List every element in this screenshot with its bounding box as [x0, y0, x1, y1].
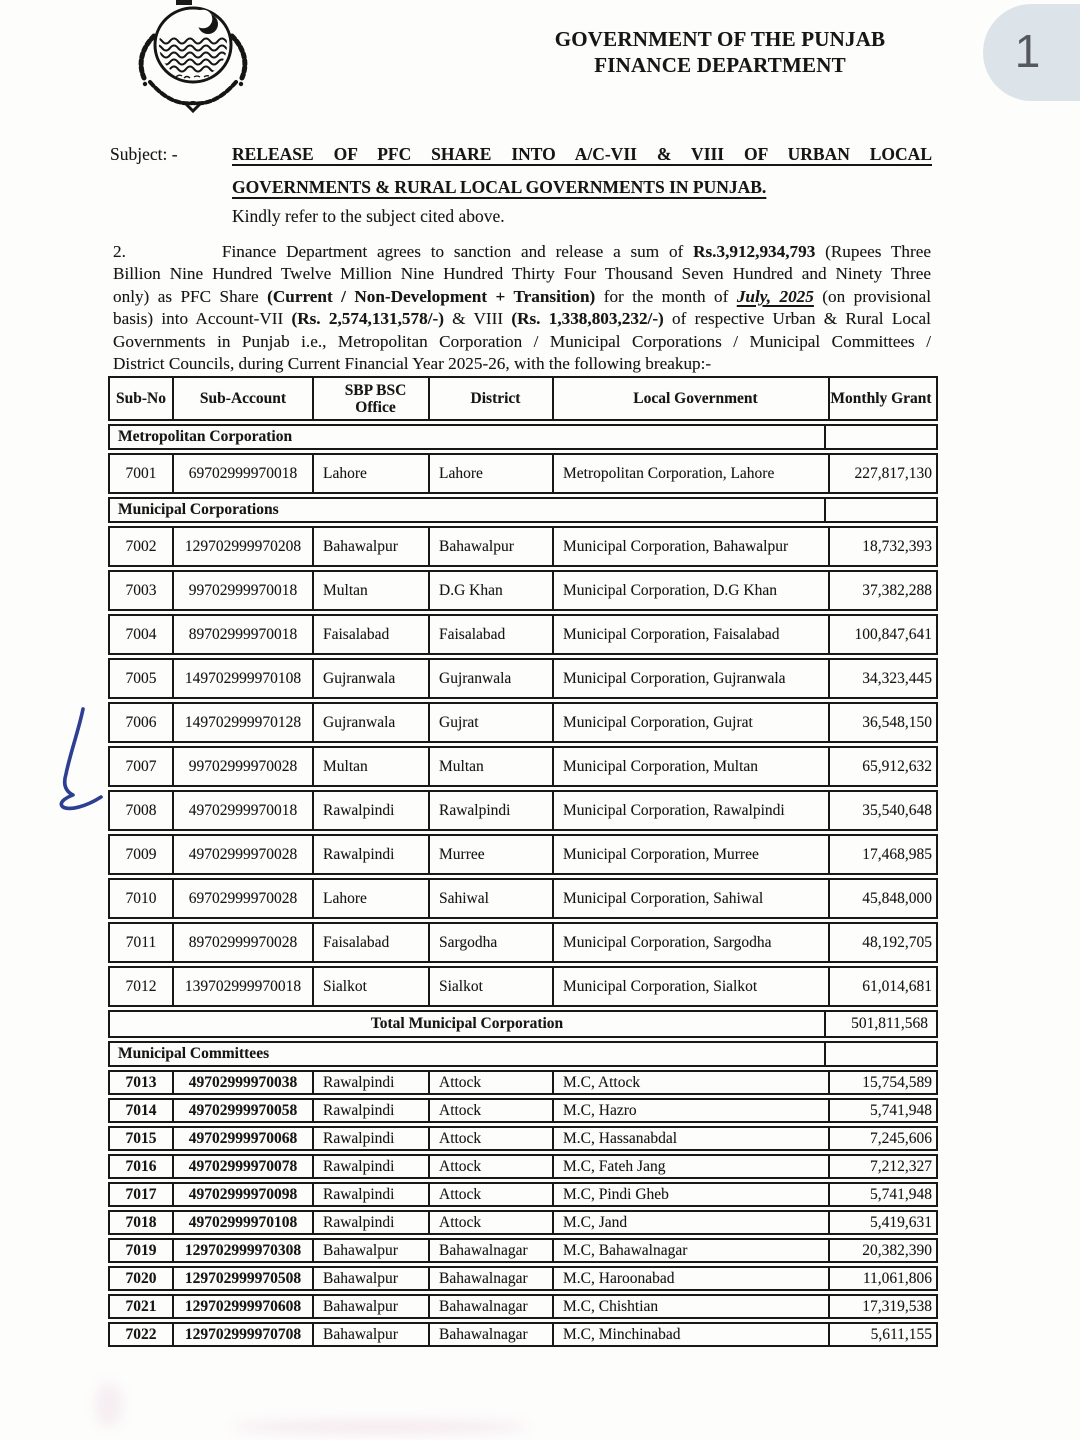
cell-localgov: Municipal Corporation, Sargodha: [554, 924, 830, 961]
cell-district: Attock: [430, 1156, 554, 1177]
cell-district: Bahawalnagar: [430, 1268, 554, 1289]
cell-office: Gujranwala: [314, 660, 430, 697]
table-row: [108, 1294, 938, 1319]
cell-subno: 7021: [110, 1296, 174, 1317]
cell-subaccount: 49702999970068: [174, 1128, 314, 1149]
cell-subaccount: 49702999970028: [174, 836, 314, 873]
cell-localgov: M.C, Fateh Jang: [554, 1156, 830, 1177]
cell-subno: 7014: [110, 1100, 174, 1121]
cell-district: Murree: [430, 836, 554, 873]
cell-grant: 5,741,948: [870, 1101, 932, 1119]
cell-office: Multan: [314, 572, 430, 609]
handwritten-mark: [50, 702, 112, 814]
cell-localgov: Municipal Corporation, Gujranwala: [554, 660, 830, 697]
cell-grant: 35,540,648: [862, 801, 932, 819]
cell-localgov: Municipal Corporation, Multan: [554, 748, 830, 785]
cell-localgov: M.C, Attock: [554, 1072, 830, 1093]
letterhead-title: GOVERNMENT OF THE PUNJAB: [554, 27, 886, 51]
text-run: Finance Department agrees to sanction and release a sum of: [221, 242, 694, 261]
cell-subno: 7020: [110, 1268, 174, 1289]
cell-office: Bahawalpur: [314, 1240, 430, 1261]
body-paragraph: [113, 241, 931, 375]
table-row: [108, 746, 938, 787]
table-row: [108, 922, 938, 963]
cell-grant: 5,419,631: [870, 1213, 932, 1231]
section-empty-cell: [826, 426, 936, 448]
cell-district: Sargodha: [430, 924, 554, 961]
text-run: July, 2025: [736, 286, 814, 306]
text-run: & VIII: [443, 309, 512, 329]
cell-grant: 227,817,130: [854, 464, 932, 482]
text-run: District Councils, during Current Financial Year 2025-26, with the following breakup:-: [113, 354, 712, 374]
cell-office: Rawalpindi: [314, 1184, 430, 1205]
cell-subno: 7002: [110, 528, 174, 565]
cell-subaccount: 129702999970208: [174, 528, 314, 565]
cell-office: Bahawalpur: [314, 1296, 430, 1317]
column-header-subno: Sub-No: [110, 378, 174, 419]
cell-subno: 7010: [110, 880, 174, 917]
cell-subaccount: 99702999970018: [174, 572, 314, 609]
cell-office: Faisalabad: [314, 616, 430, 653]
cell-office: Rawalpindi: [314, 836, 430, 873]
cell-grant: 20,382,390: [862, 1241, 932, 1259]
cell-office: Sialkot: [314, 968, 430, 1005]
cell-subaccount: 139702999970018: [174, 968, 314, 1005]
cell-grant: 34,323,445: [862, 669, 932, 687]
cell-localgov: Municipal Corporation, Faisalabad: [554, 616, 830, 653]
text-run: for the month of: [595, 286, 737, 306]
cell-subno: 7009: [110, 836, 174, 873]
cell-localgov: Municipal Corporation, Sahiwal: [554, 880, 830, 917]
cell-subno: 7018: [110, 1212, 174, 1233]
cell-subno: 7006: [110, 704, 174, 741]
cell-district: Gujranwala: [430, 660, 554, 697]
table-row: [108, 570, 938, 611]
cell-district: Bahawalnagar: [430, 1240, 554, 1261]
table-row: [108, 1182, 938, 1207]
cell-office: Rawalpindi: [314, 1072, 430, 1093]
table-row: [108, 1322, 938, 1347]
cell-office: Bahawalpur: [314, 1324, 430, 1345]
scan-smudge: [95, 1382, 123, 1428]
section-empty-cell: [826, 499, 936, 521]
cell-grant: 5,611,155: [870, 1325, 932, 1343]
text-run: Billion Nine Hundred Twelve Million Nine Hundred Thirty Four Thousand Seven Hundred and Ninety Three: [113, 264, 931, 284]
cell-localgov: M.C, Hassanabdal: [554, 1128, 830, 1149]
cell-localgov: M.C, Bahawalnagar: [554, 1240, 830, 1261]
cell-district: Attock: [430, 1212, 554, 1233]
column-header-district: District: [430, 378, 554, 419]
cell-subno: 7013: [110, 1072, 174, 1093]
cell-subno: 7003: [110, 572, 174, 609]
cell-office: Rawalpindi: [314, 792, 430, 829]
cell-district: Attock: [430, 1128, 554, 1149]
cell-grant: 61,014,681: [862, 977, 932, 995]
text-line: [113, 241, 931, 263]
cell-district: Bahawalnagar: [430, 1324, 554, 1345]
subject-block: [110, 138, 932, 204]
table-row: [108, 1238, 938, 1263]
cell-subaccount: 129702999970608: [174, 1296, 314, 1317]
text-run: 2.: [113, 242, 126, 261]
total-label: Total Municipal Corporation: [110, 1012, 826, 1036]
cell-district: Multan: [430, 748, 554, 785]
text-run: (Rupees Three: [815, 242, 931, 261]
subject-text: [232, 138, 932, 204]
table-row: [108, 1154, 938, 1179]
column-header-grant: Monthly Grant: [830, 390, 932, 407]
cell-subaccount: 99702999970028: [174, 748, 314, 785]
section-row: [108, 1041, 938, 1067]
cell-office: Rawalpindi: [314, 1100, 430, 1121]
text-run: basis) into Account-VII: [113, 309, 292, 329]
cell-grant: 7,212,327: [870, 1157, 932, 1175]
scan-smudge: [230, 1420, 530, 1434]
cell-grant: 17,468,985: [862, 845, 932, 863]
section-label: Municipal Corporations: [110, 499, 826, 521]
table-row: [108, 614, 938, 655]
cell-district: D.G Khan: [430, 572, 554, 609]
cell-district: Attock: [430, 1072, 554, 1093]
table-row: [108, 834, 938, 875]
cell-subaccount: 149702999970128: [174, 704, 314, 741]
table-row: [108, 790, 938, 831]
cell-grant: 7,245,606: [870, 1129, 932, 1147]
cell-subno: 7022: [110, 1324, 174, 1345]
cell-localgov: M.C, Hazro: [554, 1100, 830, 1121]
cell-localgov: Municipal Corporation, Rawalpindi: [554, 792, 830, 829]
cell-grant: 15,754,589: [862, 1073, 932, 1091]
cell-office: Bahawalpur: [314, 1268, 430, 1289]
cell-localgov: Municipal Corporation, D.G Khan: [554, 572, 830, 609]
cell-localgov: M.C, Minchinabad: [554, 1324, 830, 1345]
section-row: [108, 497, 938, 523]
table-row: [108, 1210, 938, 1235]
cell-office: Bahawalpur: [314, 528, 430, 565]
cell-office: Rawalpindi: [314, 1212, 430, 1233]
section-label: Metropolitan Corporation: [110, 426, 826, 448]
cell-localgov: M.C, Pindi Gheb: [554, 1184, 830, 1205]
cell-subaccount: 129702999970508: [174, 1268, 314, 1289]
cell-subaccount: 69702999970028: [174, 880, 314, 917]
salutation-text: Kindly refer to the subject cited above.: [232, 206, 505, 226]
cell-subno: 7004: [110, 616, 174, 653]
cell-office: Lahore: [314, 880, 430, 917]
cell-district: Lahore: [430, 455, 554, 492]
cell-office: Rawalpindi: [314, 1156, 430, 1177]
cell-district: Faisalabad: [430, 616, 554, 653]
total-value: 501,811,568: [851, 1015, 928, 1032]
cell-subno: 7008: [110, 792, 174, 829]
cell-district: Bahawalpur: [430, 528, 554, 565]
cell-grant: 18,732,393: [862, 537, 932, 555]
cell-office: Lahore: [314, 455, 430, 492]
table-row: [108, 526, 938, 567]
table-row: [108, 702, 938, 743]
cell-localgov: M.C, Haroonabad: [554, 1268, 830, 1289]
table-row: [108, 658, 938, 699]
text-run: (Rs. 2,574,131,578/-): [291, 309, 444, 329]
cell-subaccount: 129702999970708: [174, 1324, 314, 1345]
cell-subno: 7016: [110, 1156, 174, 1177]
cell-subaccount: 49702999970018: [174, 792, 314, 829]
cell-localgov: M.C, Jand: [554, 1212, 830, 1233]
punjab-crest-logo: [118, 0, 268, 115]
text-run: RELEASE OF PFC SHARE INTO A/C-VII & VIII OF URBAN LOCAL: [232, 144, 932, 164]
cell-grant: 48,192,705: [862, 933, 932, 951]
table-row: [108, 1070, 938, 1095]
cell-district: Attock: [430, 1184, 554, 1205]
cell-subaccount: 49702999970098: [174, 1184, 314, 1205]
cell-subno: 7007: [110, 748, 174, 785]
cell-localgov: Municipal Corporation, Gujrat: [554, 704, 830, 741]
text-line: [113, 308, 931, 330]
cell-district: Gujrat: [430, 704, 554, 741]
cell-localgov: Municipal Corporation, Sialkot: [554, 968, 830, 1005]
text-line: [232, 138, 932, 171]
text-run: (Current / Non-Development + Transition): [267, 286, 596, 306]
text-line: [113, 263, 931, 285]
letterhead-subtitle: FINANCE DEPARTMENT: [594, 53, 846, 77]
section-label: Municipal Committees: [110, 1043, 826, 1065]
cell-district: Sialkot: [430, 968, 554, 1005]
breakup-table: [108, 376, 938, 1350]
table-row: [108, 878, 938, 919]
table-row: [108, 1126, 938, 1151]
cell-subaccount: 69702999970018: [174, 455, 314, 492]
cell-office: Multan: [314, 748, 430, 785]
cell-subaccount: 89702999970028: [174, 924, 314, 961]
cell-subno: 7012: [110, 968, 174, 1005]
cell-subaccount: 49702999970058: [174, 1100, 314, 1121]
page-number-badge: [983, 4, 1080, 101]
table-row: [108, 453, 938, 494]
cell-office: Rawalpindi: [314, 1128, 430, 1149]
section-row: [108, 424, 938, 450]
letterhead: [520, 26, 920, 78]
cell-grant: 65,912,632: [862, 757, 932, 775]
cell-grant: 100,847,641: [854, 625, 932, 643]
cell-subno: 7019: [110, 1240, 174, 1261]
cell-office: Gujranwala: [314, 704, 430, 741]
page-number: 1: [1014, 25, 1041, 77]
table-header-row: [108, 376, 938, 421]
text-line: [113, 286, 931, 308]
cell-subaccount: 149702999970108: [174, 660, 314, 697]
total-row: [108, 1010, 938, 1038]
cell-subno: 7011: [110, 924, 174, 961]
cell-localgov: Municipal Corporation, Murree: [554, 836, 830, 873]
cell-grant: 36,548,150: [862, 713, 932, 731]
cell-grant: 11,061,806: [862, 1269, 932, 1287]
cell-subaccount: 49702999970108: [174, 1212, 314, 1233]
cell-subaccount: 129702999970308: [174, 1240, 314, 1261]
cell-subno: 7015: [110, 1128, 174, 1149]
text-run: of respective Urban & Rural Local: [663, 309, 931, 329]
table-row: [108, 1098, 938, 1123]
column-header-subaccount: Sub-Account: [174, 378, 314, 419]
text-run: GOVERNMENTS & RURAL LOCAL GOVERNMENTS IN PUNJAB.: [232, 177, 767, 197]
text-line: [113, 353, 931, 375]
cell-subaccount: 89702999970018: [174, 616, 314, 653]
cell-grant: 17,319,538: [862, 1297, 932, 1315]
cell-district: Sahiwal: [430, 880, 554, 917]
cell-grant: 5,741,948: [870, 1185, 932, 1203]
text-run: (on provisional: [813, 286, 932, 306]
cell-subaccount: 49702999970078: [174, 1156, 314, 1177]
cell-subno: 7005: [110, 660, 174, 697]
cell-subno: 7001: [110, 455, 174, 492]
column-header-localgov: Local Government: [554, 378, 830, 419]
text-run: Governments in Punjab i.e., Metropolitan Corporation / Municipal Corporations / Municipal Committees /: [113, 331, 931, 351]
table-row: [108, 966, 938, 1007]
cell-localgov: Municipal Corporation, Bahawalpur: [554, 528, 830, 565]
text-run: Rs.3,912,934,793: [693, 242, 816, 261]
cell-subno: 7017: [110, 1184, 174, 1205]
subject-label: Subject: -: [110, 144, 178, 164]
table-row: [108, 1266, 938, 1291]
text-line: [232, 171, 932, 204]
cell-district: Bahawalnagar: [430, 1296, 554, 1317]
section-empty-cell: [826, 1043, 936, 1065]
cell-office: Faisalabad: [314, 924, 430, 961]
cell-grant: 37,382,288: [862, 581, 932, 599]
cell-district: Rawalpindi: [430, 792, 554, 829]
cell-localgov: M.C, Chishtian: [554, 1296, 830, 1317]
text-run: (Rs. 1,338,803,232/-): [511, 309, 664, 329]
cell-localgov: Metropolitan Corporation, Lahore: [554, 455, 830, 492]
text-line: [113, 331, 931, 353]
cell-subaccount: 49702999970038: [174, 1072, 314, 1093]
text-run: only) as PFC Share: [113, 286, 268, 306]
cell-grant: 45,848,000: [862, 889, 932, 907]
column-header-office: SBP BSC Office: [314, 378, 430, 419]
cell-district: Attock: [430, 1100, 554, 1121]
